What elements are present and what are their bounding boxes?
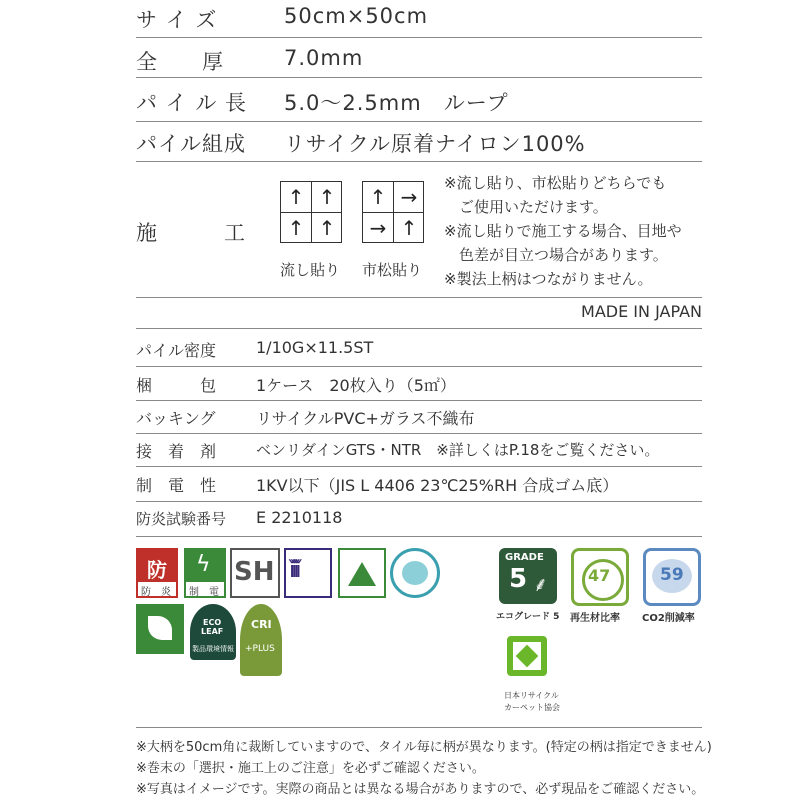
spec-label: 施 工: [136, 221, 246, 245]
fire-logo-mark: 防: [147, 558, 167, 582]
spec-label: 防炎試験番号: [136, 510, 227, 528]
arrow-up-icon: ↑: [318, 216, 336, 240]
sh-logo-text: SH: [234, 557, 275, 587]
people-icon: ǐǐǐǐ: [289, 558, 298, 583]
arrow-up-icon: ↑: [287, 216, 305, 240]
globe-logo: [390, 548, 440, 598]
spec-label: バッキング: [136, 409, 216, 428]
install-note: ※流し貼りで施工する場合、目地や: [444, 222, 682, 240]
spec-value: 1/10G×11.5ST: [256, 338, 374, 357]
cri-text: CRI: [251, 618, 272, 631]
plant-icon: ⸙: [533, 572, 548, 596]
spec-value: リサイクルPVC+ガラス不織布: [256, 409, 475, 428]
grade-word: GRADE: [505, 552, 544, 563]
sh-logo: [230, 548, 280, 598]
spec-label: サ イ ズ: [136, 8, 218, 32]
fire-logo-caption: 防 炎: [141, 587, 171, 598]
globe-icon: [402, 561, 428, 585]
spec-value: 50cm×50cm: [284, 4, 429, 28]
people-logo: [284, 548, 332, 598]
leaf-icon: [148, 616, 172, 640]
spec-label: 制 電 性: [136, 476, 217, 495]
cri-plus-text: +PLUS: [245, 644, 275, 654]
spec-value: 7.0mm: [284, 46, 364, 70]
recycle-rate-caption: 再生材比率: [570, 613, 620, 624]
footnote-divider: [136, 727, 702, 728]
spec-row-size: [136, 0, 702, 38]
install-note: 色差が目立つ場合があります。: [444, 246, 668, 264]
environment-logo: [338, 548, 386, 598]
ecoleaf-text: ECO: [203, 618, 222, 627]
spec-label: パイル密度: [136, 341, 217, 360]
ecoleaf-caption: 製品環境情報: [192, 645, 234, 653]
spec-row-packing: [136, 366, 702, 401]
install-caption-straight: 流し貼り: [280, 261, 341, 279]
made-in-japan: MADE IN JAPAN: [581, 302, 702, 321]
spec-label: パイル組成: [136, 132, 246, 156]
spec-value: 5.0〜2.5mm ループ: [284, 91, 509, 115]
spec-value: ベンリダインGTS・NTR ※詳しくはP.18をご覧ください。: [256, 441, 660, 459]
lightning-icon: ϟ: [196, 552, 211, 577]
arrow-right-icon: →: [369, 216, 387, 240]
leaf-logo: [136, 604, 184, 654]
made-in-row: [136, 297, 702, 329]
triangle-icon: [348, 562, 376, 586]
install-grid-straight: [280, 181, 342, 243]
spec-row-backing: [136, 400, 702, 434]
recycle-rate-logo: [571, 548, 629, 606]
arrow-up-icon: ↑: [318, 185, 336, 209]
arrow-right-icon: →: [400, 185, 418, 209]
arrow-up-icon: ↑: [400, 216, 418, 240]
install-note: ※製法上柄はつながりません。: [444, 270, 653, 288]
spec-row-density: [136, 328, 702, 367]
install-note: ※流し貼り、市松貼りどちらでも: [444, 174, 667, 192]
footnote: ※巻末の「選択・施工上のご注意」を必ずご確認ください。: [136, 761, 485, 776]
co2-reduction-logo: [643, 548, 701, 606]
arrow-up-icon: ↑: [369, 185, 387, 209]
spec-row-fire-test: [136, 501, 702, 537]
spec-row-thickness: [136, 37, 702, 78]
spec-row-pile-composition: [136, 121, 702, 162]
cri-plus-logo: [240, 604, 282, 676]
recycle-rate-value: 47: [588, 566, 611, 585]
antistatic-logo-caption: 制 電: [189, 587, 219, 598]
spec-row-antistatic: [136, 466, 702, 502]
spec-label: 接 着 剤: [136, 442, 217, 461]
fire-retardant-logo: [136, 548, 178, 598]
eco-grade-caption: エコグレード 5: [496, 612, 560, 622]
arrow-up-icon: ↑: [287, 185, 305, 209]
recycle-association-caption: カーペット協会: [504, 703, 560, 712]
ecoleaf-text: LEAF: [201, 627, 224, 636]
antistatic-logo: [184, 548, 226, 598]
spec-row-installation: [136, 161, 702, 298]
spec-row-adhesive: [136, 433, 702, 467]
spec-label: 全 厚: [136, 50, 224, 74]
install-caption-checker: 市松貼り: [362, 261, 423, 279]
grade-number: 5: [509, 564, 528, 594]
recycle-association-logo: [503, 632, 555, 684]
spec-label: パ イ ル 長: [136, 91, 248, 115]
spec-value: 1KV以下（JIS L 4406 23℃25%RH 合成ゴム底）: [256, 476, 619, 495]
spec-value: 1ケース 20枚入り（5㎡）: [256, 376, 456, 395]
co2-reduction-caption: CO2削減率: [642, 613, 695, 624]
footnote: ※大柄を50cm角に裁断していますので、タイル毎に柄が異なります。(特定の柄は指定できません): [136, 740, 712, 755]
co2-reduction-value: 59: [660, 565, 684, 585]
footnote: ※写真はイメージです。実際の商品とは異なる場合がありますので、必ず現品をご確認ください。: [136, 782, 705, 797]
spec-value: E 2210118: [256, 508, 343, 527]
recycle-association-caption: 日本リサイクル: [504, 691, 559, 700]
install-grid-checker: [362, 181, 424, 243]
spec-row-pile-length: [136, 77, 702, 122]
ecoleaf-logo: [190, 604, 236, 660]
eco-grade-logo: [499, 548, 557, 604]
spec-label: 梱 包: [136, 376, 217, 395]
spec-value: リサイクル原着ナイロン100%: [284, 132, 586, 156]
install-note: ご使用いただけます。: [444, 198, 608, 216]
